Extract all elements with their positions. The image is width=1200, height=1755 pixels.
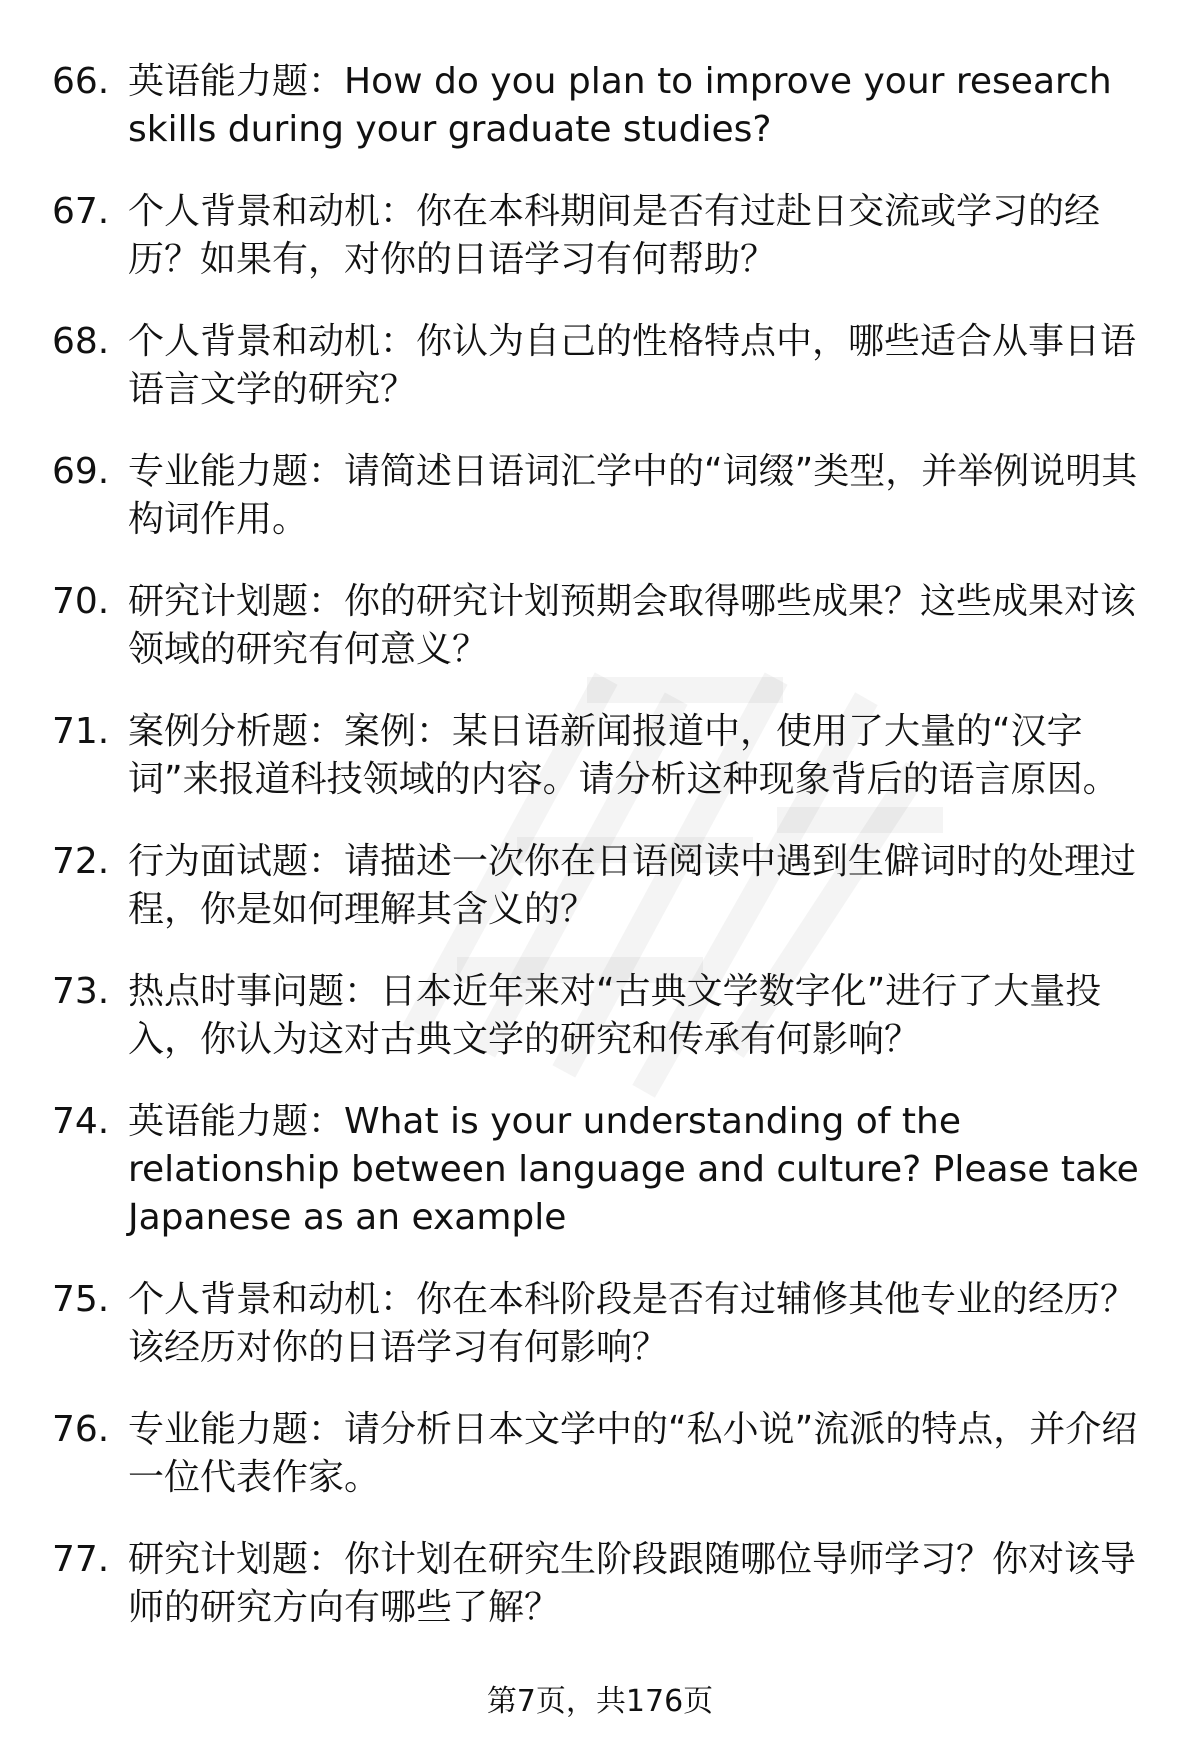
question-number: 73. — [52, 971, 110, 1012]
question-number: 70. — [52, 581, 110, 622]
question-item — [52, 578, 1162, 674]
question-text: 案例分析题：案例：某日语新闻报道中，使用了大量的“汉字词”来报道科技领域的内容。请分析这种现象背后的语言原因。 — [128, 711, 1119, 800]
question-number: 69. — [52, 451, 110, 492]
question-item — [52, 448, 1162, 544]
question-number: 71. — [52, 711, 110, 752]
question-text: 行为面试题：请描述一次你在日语阅读中遇到生僻词时的处理过程，你是如何理解其含义的？ — [128, 841, 1137, 930]
question-item — [52, 838, 1162, 934]
question-text: 专业能力题：请分析日本文学中的“私小说”流派的特点，并介绍一位代表作家。 — [128, 1409, 1138, 1498]
question-item — [52, 1406, 1162, 1502]
question-item — [52, 188, 1162, 284]
question-number: 77. — [52, 1539, 110, 1580]
question-number: 74. — [52, 1101, 110, 1142]
question-item — [52, 318, 1162, 414]
question-text: 个人背景和动机：你在本科期间是否有过赴日交流或学习的经历？如果有，对你的日语学习有何帮助？ — [128, 191, 1101, 280]
question-number: 68. — [52, 321, 110, 362]
question-item — [52, 1276, 1162, 1372]
question-text: 专业能力题：请简述日语词汇学中的“词缀”类型，并举例说明其构词作用。 — [128, 451, 1138, 540]
question-text: 研究计划题：你计划在研究生阶段跟随哪位导师学习？你对该导师的研究方向有哪些了解？ — [128, 1539, 1137, 1628]
question-item — [52, 1098, 1162, 1242]
question-text: 个人背景和动机：你认为自己的性格特点中，哪些适合从事日语语言文学的研究？ — [128, 321, 1137, 410]
question-text: 个人背景和动机：你在本科阶段是否有过辅修其他专业的经历？该经历对你的日语学习有何影响？ — [128, 1279, 1137, 1368]
question-number: 72. — [52, 841, 110, 882]
question-item — [52, 708, 1162, 804]
question-number: 67. — [52, 191, 110, 232]
question-number: 75. — [52, 1279, 110, 1320]
question-text: 研究计划题：你的研究计划预期会取得哪些成果？这些成果对该领域的研究有何意义？ — [128, 581, 1137, 670]
question-list — [52, 58, 1162, 1666]
question-item — [52, 968, 1162, 1064]
page-footer: 第7页，共176页 — [486, 1684, 714, 1719]
question-item — [52, 58, 1162, 154]
question-text: 英语能力题：What is your understanding of the relationship between language and culture? Please take Japanese as an example — [128, 1101, 1139, 1238]
question-text: 热点时事问题：日本近年来对“古典文学数字化”进行了大量投入，你认为这对古典文学的研究和传承有何影响？ — [128, 971, 1102, 1060]
question-item — [52, 1536, 1162, 1632]
question-text: 英语能力题：How do you plan to improve your research skills during your graduate studies? — [128, 61, 1112, 150]
question-number: 76. — [52, 1409, 110, 1450]
question-number: 66. — [52, 61, 110, 102]
